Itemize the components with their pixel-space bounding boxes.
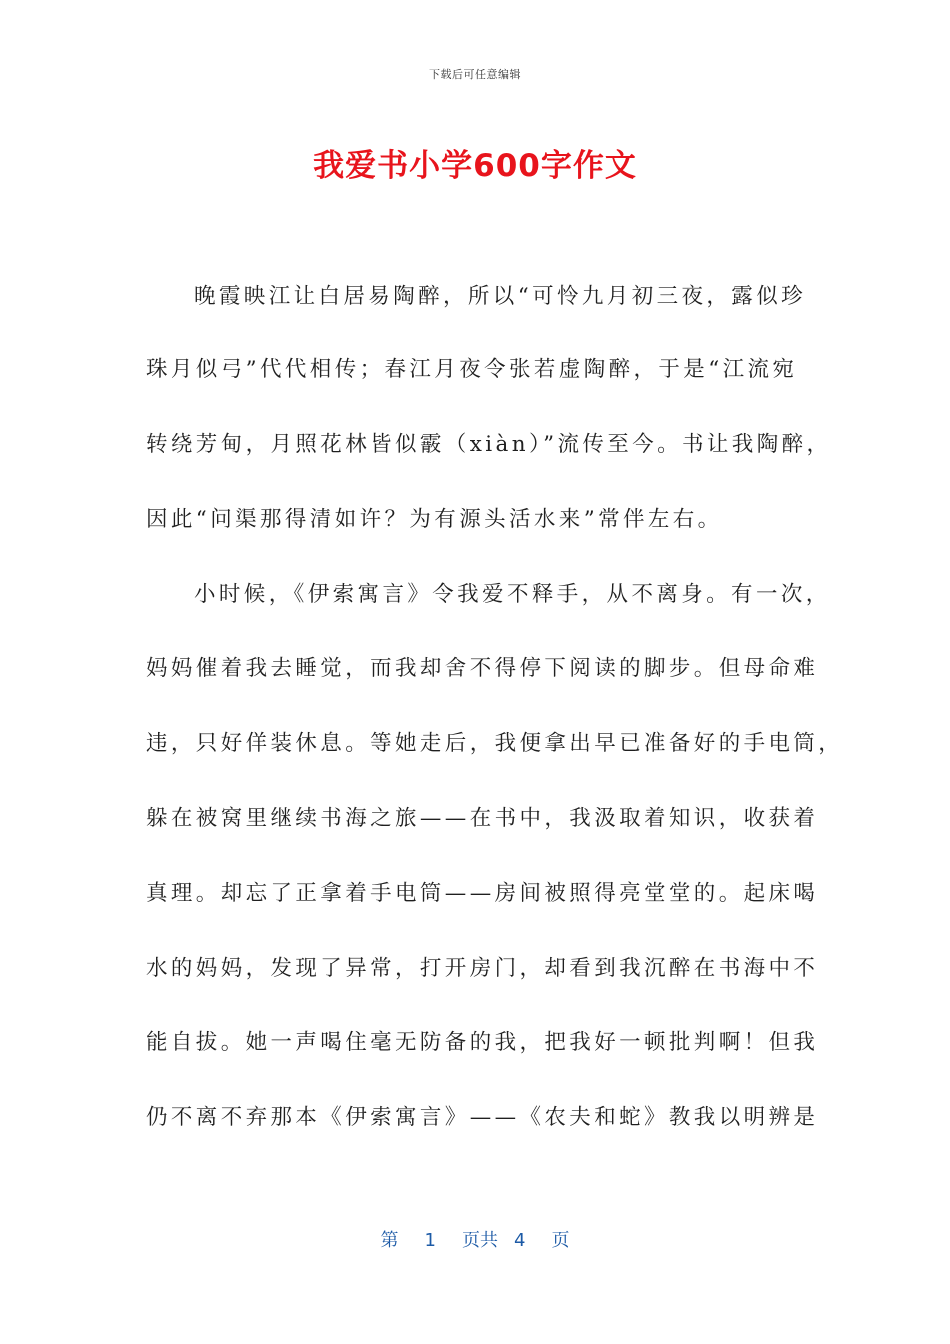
footer-mid: 页共 — [462, 1230, 498, 1251]
document-title: 我爱书小学600字作文 — [313, 148, 637, 184]
body-line: 妈妈催着我去睡觉，而我却舍不得停下阅读的脚步。但母命难 — [146, 656, 819, 681]
footer-suffix: 页 — [551, 1230, 570, 1251]
body-line: 晚霞映江让白居易陶醉，所以“可怜九月初三夜，露似珍 — [194, 284, 806, 309]
body-line: 能自拔。她一声喝住毫无防备的我，把我好一顿批判啊！但我 — [146, 1030, 819, 1055]
footer-page-number: 1 — [424, 1230, 436, 1251]
body-line: 水的妈妈，发现了异常，打开房门，却看到我沉醉在书海中不 — [146, 956, 819, 981]
body-line: 小时候，《伊索寓言》令我爱不释手，从不离身。有一次， — [194, 582, 831, 607]
body-line: 珠月似弓”代代相传；春江月夜令张若虚陶醉，于是“江流宛 — [146, 357, 798, 382]
footer-prefix: 第 — [380, 1230, 399, 1251]
page-footer — [0, 1226, 950, 1252]
body-line: 仍不离不弃那本《伊索寓言》——《农夫和蛇》教我以明辨是 — [146, 1105, 819, 1130]
body-line: 违，只好佯装休息。等她走后，我便拿出早已准备好的手电筒， — [146, 731, 844, 756]
body-line: 转绕芳甸，月照花林皆似霰（xiàn）”流传至今。书让我陶醉， — [146, 432, 832, 457]
body-line: 因此“问渠那得清如许？为有源头活水来”常伴左右。 — [146, 507, 723, 532]
body-line: 真理。却忘了正拿着手电筒——房间被照得亮堂堂的。起床喝 — [146, 881, 819, 906]
footer-total-pages: 4 — [514, 1230, 526, 1251]
body-line: 躲在被窝里继续书海之旅——在书中，我汲取着知识，收获着 — [146, 806, 819, 831]
header-note: 下载后可任意编辑 — [429, 68, 521, 81]
